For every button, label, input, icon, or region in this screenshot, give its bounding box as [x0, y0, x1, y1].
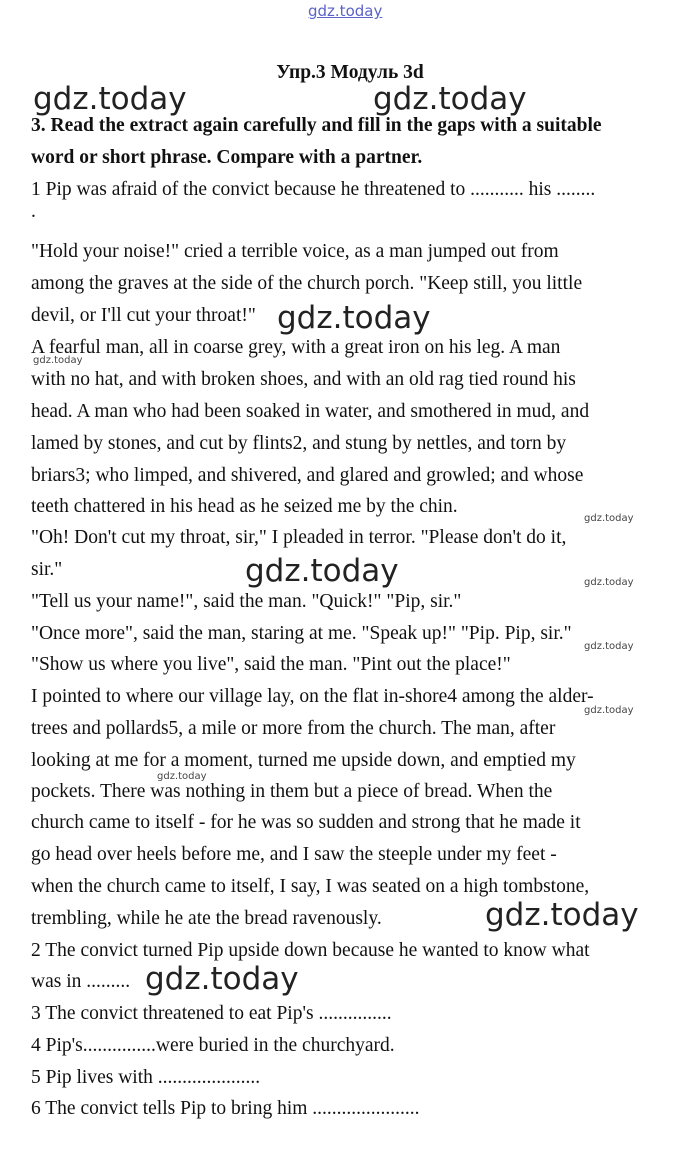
text-line: church came to itself - for he was so sudden and strong that he made it [31, 812, 581, 833]
text-line: devil, or I'll cut your throat!" [31, 305, 256, 326]
watermark-link[interactable]: gdz.today [308, 2, 383, 20]
question-2-cont: was in ......... [31, 971, 131, 992]
text-line: A fearful man, all in coarse grey, with a great iron on his leg. A man [31, 337, 561, 358]
watermark: gdz.today [33, 81, 187, 117]
question-4: 4 Pip's...............were buried in the churchyard. [31, 1035, 395, 1056]
watermark: gdz.today [33, 355, 83, 366]
text-line: go head over heels before me, and I saw the steeple under my feet - [31, 844, 557, 865]
question-5: 5 Pip lives with ..................... [31, 1067, 261, 1088]
text-line: "Show us where you live", said the man. "Pint out the place!" [31, 654, 511, 675]
text-line: "Oh! Don't cut my throat, sir," I pleaded in terror. "Please don't do it, [31, 527, 567, 548]
watermark: gdz.today [157, 771, 207, 782]
text-line: "Hold your noise!" cried a terrible voice, as a man jumped out from [31, 241, 559, 262]
watermark: gdz.today [584, 705, 634, 716]
text-line: when the church came to itself, I say, I was seated on a high tombstone, [31, 876, 590, 897]
text-line: lamed by stones, and cut by flints2, and stung by nettles, and torn by [31, 433, 567, 454]
question-2: 2 The convict turned Pip upside down because he wanted to know what [31, 940, 590, 961]
text-line: I pointed to where our village lay, on the flat in-shore4 among the alder- [31, 686, 594, 707]
task-heading-line-2: word or short phrase. Compare with a partner. [31, 147, 423, 168]
text-line: . [31, 201, 36, 222]
text-line: "Tell us your name!", said the man. "Quick!" "Pip, sir." [31, 591, 462, 612]
text-line: trees and pollards5, a mile or more from the church. The man, after [31, 718, 556, 739]
text-line: looking at me for a moment, turned me upside down, and emptied my [31, 750, 576, 771]
watermark: gdz.today [584, 641, 634, 652]
question-3: 3 The convict threatened to eat Pip's ............... [31, 1003, 392, 1024]
text-line: "Once more", said the man, staring at me. "Speak up!" "Pip. Pip, sir." [31, 623, 572, 644]
text-line: briars3; who limped, and shivered, and glared and growled; and whose [31, 465, 584, 486]
text-line: among the graves at the side of the church porch. "Keep still, you little [31, 273, 583, 294]
watermark: gdz.today [145, 961, 299, 997]
watermark: gdz.today [277, 300, 431, 336]
watermark: gdz.today [245, 553, 399, 589]
text-line: head. A man who had been soaked in water, and smothered in mud, and [31, 401, 590, 422]
watermark: gdz.today [584, 577, 634, 588]
watermark: gdz.today [373, 81, 527, 117]
question-1: 1 Pip was afraid of the convict because he threatened to ........... his ........ [31, 179, 596, 200]
text-line: pockets. There was nothing in them but a piece of bread. When the [31, 781, 553, 802]
text-line: with no hat, and with broken shoes, and with an old rag tied round his [31, 369, 576, 390]
page-title: Упр.3 Модуль 3d [276, 62, 424, 83]
task-heading-line-1: 3. Read the extract again carefully and fill in the gaps with a suitable [31, 115, 602, 136]
watermark: gdz.today [485, 897, 639, 933]
watermark: gdz.today [584, 513, 634, 524]
text-line: trembling, while he ate the bread ravenously. [31, 908, 382, 929]
question-6: 6 The convict tells Pip to bring him ...................... [31, 1098, 420, 1119]
text-line: teeth chattered in his head as he seized me by the chin. [31, 496, 458, 517]
text-line: sir." [31, 559, 63, 580]
